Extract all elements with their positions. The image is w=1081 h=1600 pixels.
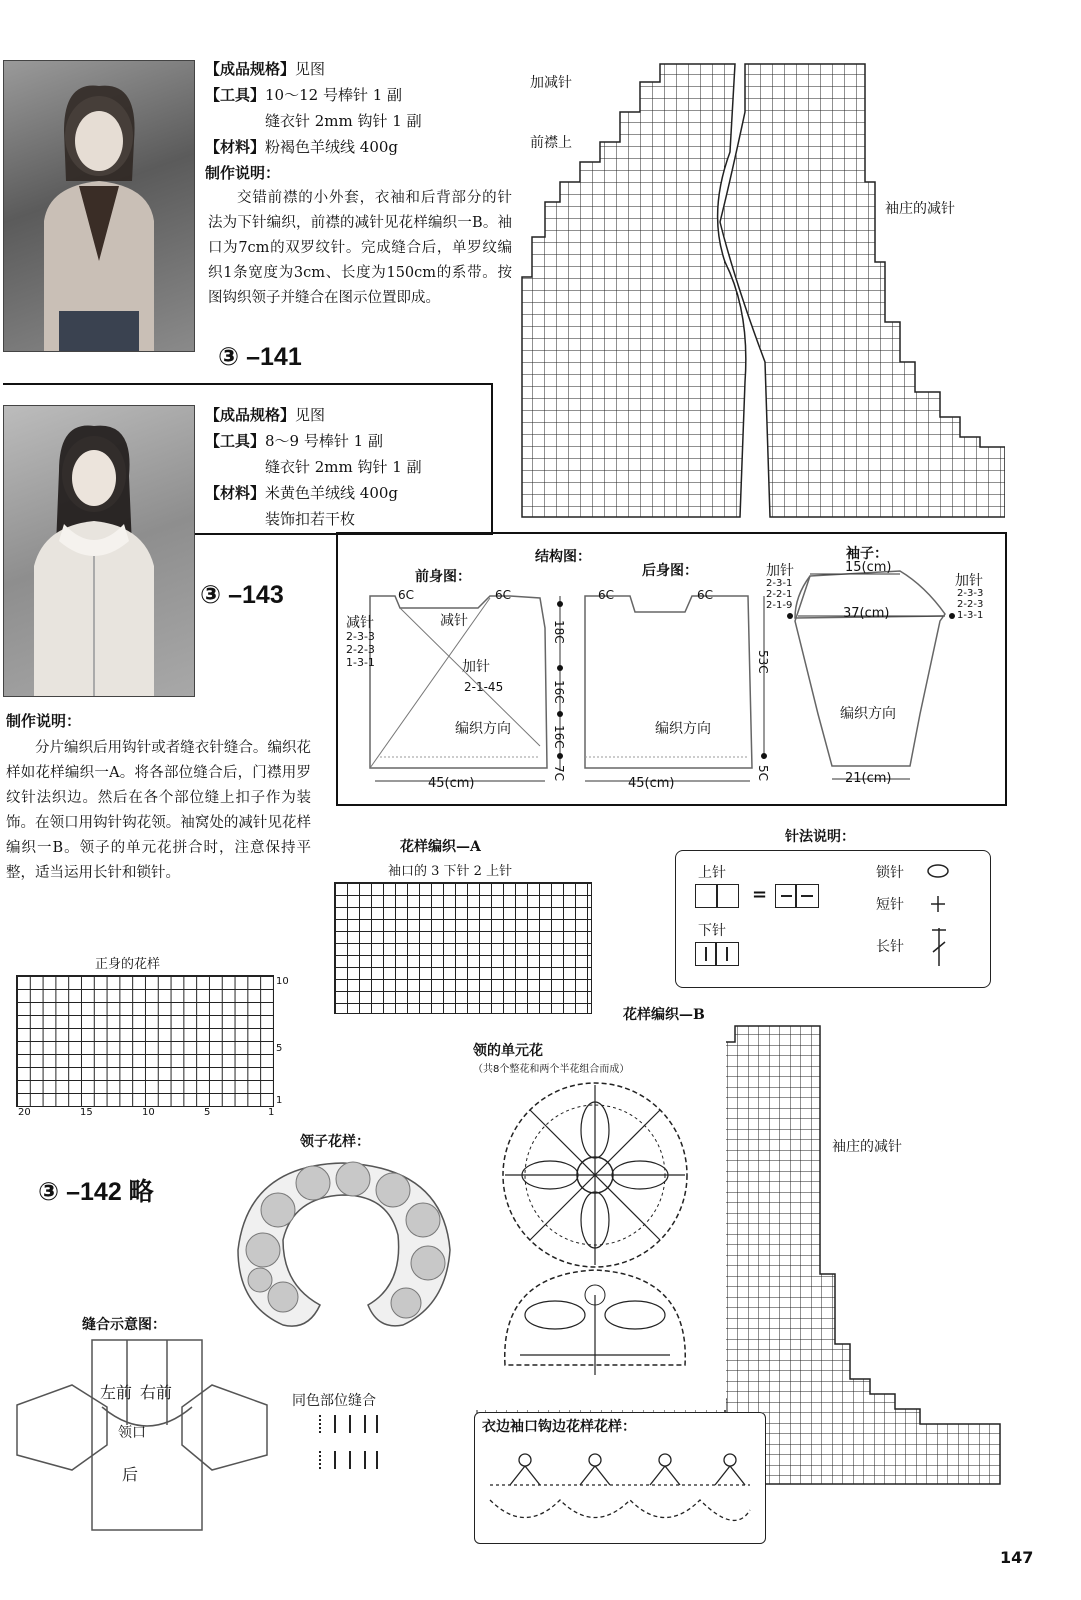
pattern-number-141: ③ –141 xyxy=(218,343,302,371)
collar-diagram xyxy=(228,1155,458,1335)
sleeve-bottom: 21(cm) xyxy=(845,771,892,786)
tools-label: 【工具】 xyxy=(205,86,266,104)
chain-stitch-icon xyxy=(925,862,951,880)
material-label: 【材料】 xyxy=(205,138,266,156)
sleeve-mid: 37(cm) xyxy=(843,606,890,621)
page-number: 147 xyxy=(1000,1548,1034,1567)
spec-value: 见图 xyxy=(295,406,326,424)
back-6c-left: 6C xyxy=(598,588,615,602)
back-6c-right: 6C xyxy=(697,588,714,602)
pattern-number-142: ③ –142 略 xyxy=(38,1178,154,1206)
structure-diagram xyxy=(340,536,1000,798)
instructions-143: 分片编织后用钩针或者缝衣针缝合。编织花样如花样编织一A。将各部位缝合后，门襟用罗纹针法织边。然后在各个部位缝上扣子作为装饰。在领口用钩针钩花领。袖窝处的减针见花样编织一B。领子的单元花拼合时，注意保持平整，适当运用长针和锁针。 xyxy=(6,740,311,881)
patternA-subtitle: 袖口的 3 下针 2 上针 xyxy=(388,864,513,879)
front-dir: 编织方向 xyxy=(455,721,511,737)
double-crochet-icon xyxy=(928,926,950,968)
sleeve-codes-left: 2-3-1 2-2-1 2-1-9 xyxy=(766,578,793,611)
legend-down: 下针 xyxy=(698,923,726,939)
legend-up: 上针 xyxy=(698,865,726,881)
patternA-grid xyxy=(334,882,592,1014)
front-6c-right: 6C xyxy=(495,588,512,602)
sleeve-jia-left: 加针 xyxy=(766,563,794,579)
row-10: 10 xyxy=(276,976,289,987)
spec-141 xyxy=(205,56,515,186)
measure-16b: 16C xyxy=(552,725,566,749)
seam-same-color: 同色部位缝合 xyxy=(292,1393,376,1409)
single-crochet-icon xyxy=(928,894,948,914)
pattern-number-143: ③ –143 xyxy=(200,581,284,609)
seam-back: 后 xyxy=(122,1465,139,1484)
chart-top-label-right: 袖庄的减针 xyxy=(885,201,955,217)
edge-pattern-diagram xyxy=(485,1440,755,1530)
legend-long: 长针 xyxy=(876,939,904,955)
structure-title: 结构图： xyxy=(535,549,591,565)
model-photo-141 xyxy=(3,60,195,352)
measure-5: 5C xyxy=(756,765,770,782)
instructions-141: 交错前襟的小外套，衣袖和后背部分的针法为下针编织，前襟的减针见花样编织一B。袖口为7cm的双罗纹针。完成缝合后，单罗纹编织1条宽度为3cm、长度为150cm的系带。按图钩织领子并缝合在图示位置即成。 xyxy=(208,190,512,306)
legend-eq: = xyxy=(752,884,768,905)
back-dir: 编织方向 xyxy=(655,721,711,737)
legend-chain: 锁针 xyxy=(876,865,904,881)
tools-label: 【工具】 xyxy=(205,432,266,450)
measure-53: 53C xyxy=(756,650,770,674)
tools-line1: 10～12 号棒针 1 副 xyxy=(265,86,403,104)
sleeve-codes-right: 2-3-3 2-2-3 1-3-1 xyxy=(957,588,984,621)
patternB-title: 花样编织—B xyxy=(623,1007,705,1023)
tools-line2: 缝衣针 2mm 钩针 1 副 xyxy=(265,458,422,476)
spec-label: 【成品规格】 xyxy=(205,406,296,424)
legend-short: 短针 xyxy=(876,897,904,913)
col-20: 20 xyxy=(18,1107,31,1118)
material-line1: 米黄色羊绒线 400g xyxy=(265,484,399,502)
spec-label: 【成品规格】 xyxy=(205,60,296,78)
back-width: 45(cm) xyxy=(628,776,675,791)
measure-18: 18C xyxy=(552,620,566,644)
seam-neckline: 领口 xyxy=(118,1425,146,1441)
seam-left-front: 左前 xyxy=(100,1383,133,1402)
material-line2: 装饰扣若干枚 xyxy=(265,510,356,528)
sleeve-dir: 编织方向 xyxy=(840,706,896,722)
chart-top-label-left1: 加减针 xyxy=(530,75,572,91)
front-title: 前身图： xyxy=(415,569,471,585)
sleeve-jia-right: 加针 xyxy=(955,573,983,589)
chart-top-label-left2: 前襟上 xyxy=(530,135,572,151)
patternB-right: 袖庄的减针 xyxy=(832,1139,902,1155)
col-5: 5 xyxy=(204,1107,211,1118)
seam-title: 缝合示意图： xyxy=(82,1317,166,1333)
row-5: 5 xyxy=(276,1043,283,1054)
instructions-heading-143: 制作说明： xyxy=(6,712,82,730)
back-title: 后身图： xyxy=(642,563,698,579)
col-10: 10 xyxy=(142,1107,155,1118)
front-jiazhen: 加针 xyxy=(462,659,490,675)
col-15: 15 xyxy=(80,1107,93,1118)
col-1: 1 xyxy=(268,1107,275,1118)
material-value: 粉褐色羊绒线 400g xyxy=(265,138,399,156)
instructions-heading: 制作说明： xyxy=(205,164,281,182)
legend-down-cell xyxy=(695,942,739,966)
chart-top-grid xyxy=(520,62,1005,522)
sleeve-top: 15(cm) xyxy=(845,560,892,575)
body-pattern-grid xyxy=(16,975,274,1107)
tools-line1: 8～9 号棒针 1 副 xyxy=(265,432,383,450)
legend-title: 针法说明： xyxy=(785,829,855,845)
measure-7: 7C xyxy=(552,765,566,782)
measure-16a: 16C xyxy=(552,680,566,704)
left-codes: 2-3-3 2-2-3 1-3-1 xyxy=(346,630,375,669)
front-jia-code: 2-1-45 xyxy=(464,680,504,694)
front-jianzhen: 减针 xyxy=(440,613,468,629)
row-1: 1 xyxy=(276,1095,283,1106)
tools-line2: 缝衣针 2mm 钩针 1 副 xyxy=(265,112,422,130)
flower-subtitle: （共8个整花和两个半花组合而成） xyxy=(473,1064,630,1075)
model-photo-143 xyxy=(3,405,195,697)
collar-flower-diagram xyxy=(490,1075,710,1405)
material-label: 【材料】 xyxy=(205,484,266,502)
left-jianzhen: 减针 xyxy=(346,615,374,631)
collar-title: 领子花样： xyxy=(300,1134,370,1150)
legend-up-cell xyxy=(695,884,739,908)
body-pattern-title: 正身的花样 xyxy=(95,957,161,972)
sleeve-title: 袖子： xyxy=(846,546,888,562)
edge-title: 衣边袖口钩边花样花样： xyxy=(482,1419,636,1435)
legend-eq-cell xyxy=(775,884,819,908)
spec-value: 见图 xyxy=(295,60,326,78)
front-6c-left: 6C xyxy=(398,588,415,602)
patternA-title: 花样编织—A xyxy=(400,839,481,855)
seam-right-front: 右前 xyxy=(140,1383,173,1402)
model-figure-141 xyxy=(4,61,194,351)
flower-title: 领的单元花 xyxy=(473,1043,543,1059)
model-figure-143 xyxy=(4,406,194,696)
front-width: 45(cm) xyxy=(428,776,475,791)
seam-marks xyxy=(315,1413,385,1473)
spec-143 xyxy=(205,402,490,532)
